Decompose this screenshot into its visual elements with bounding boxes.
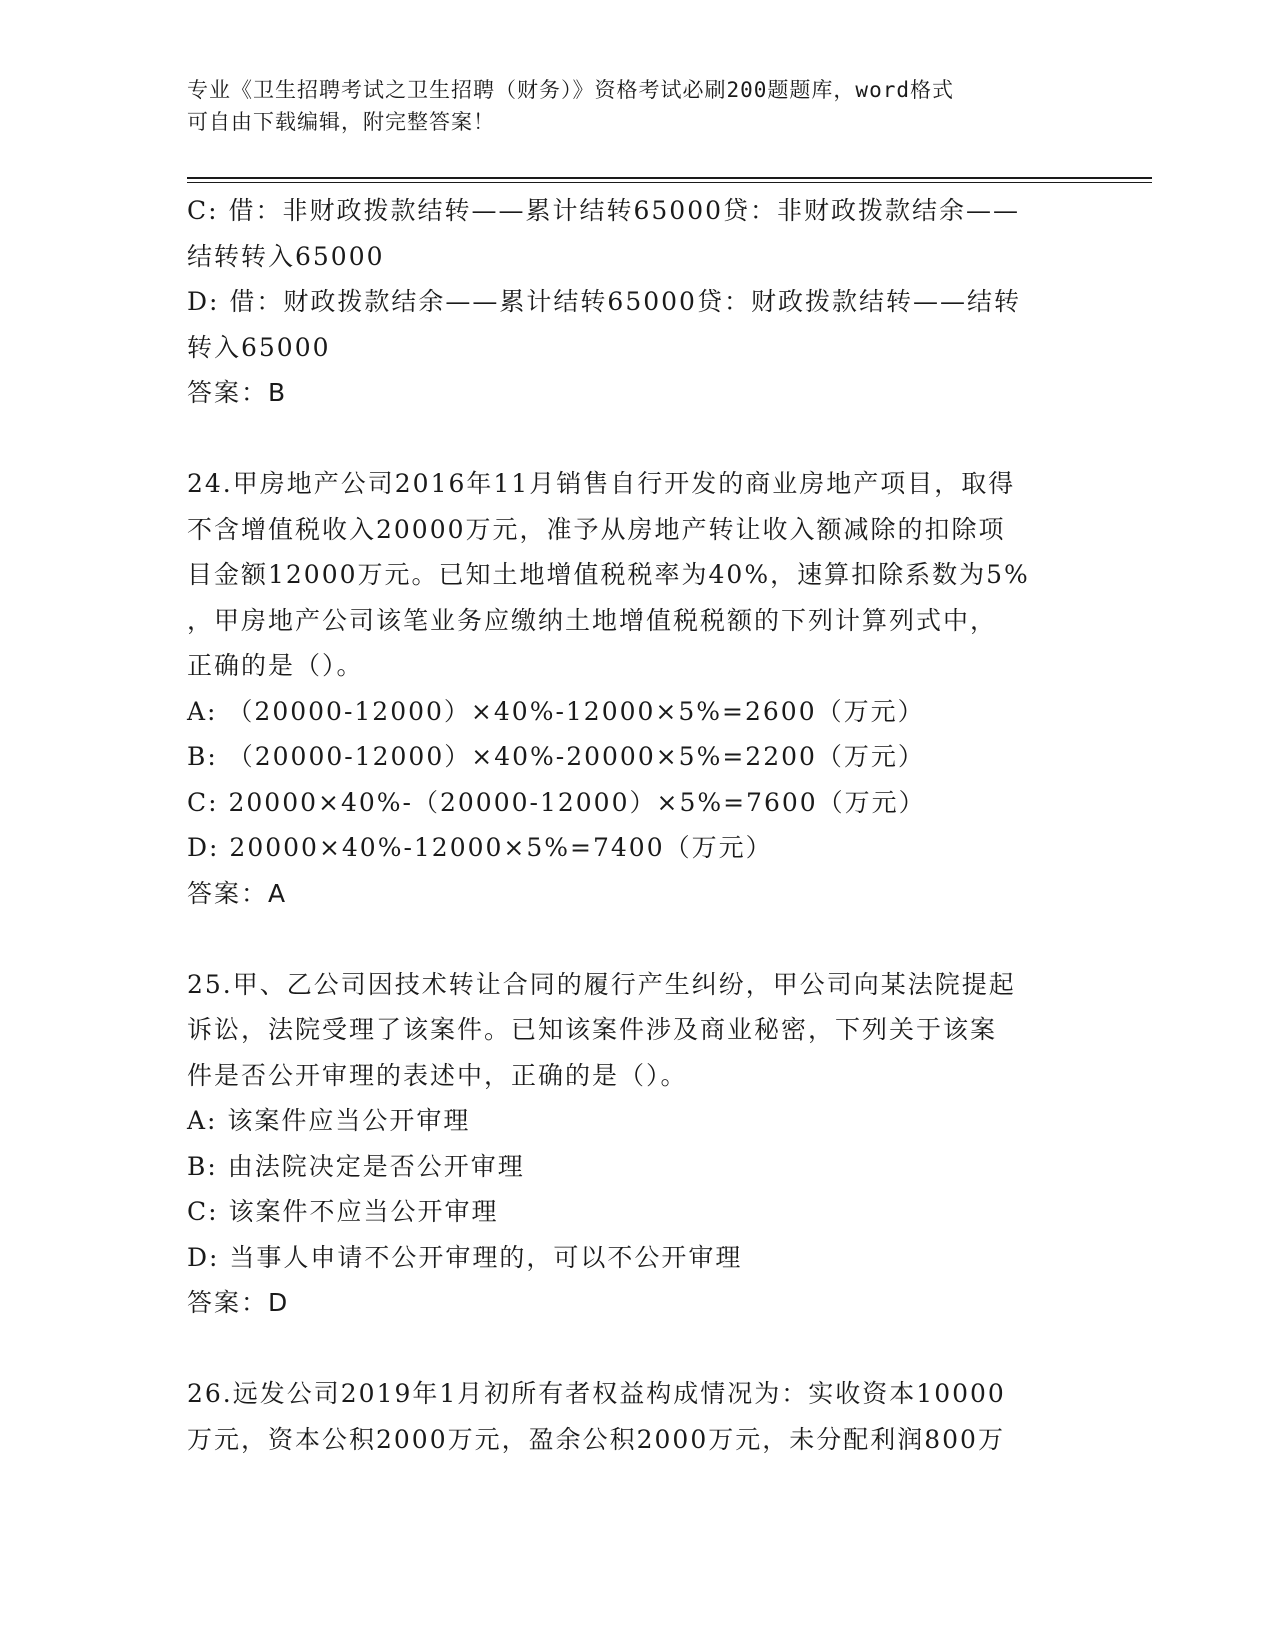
question-26 <box>187 1371 1087 1462</box>
header-title-line-1: 专业《卫生招聘考试之卫生招聘（财务）》资格考试必刷200题题库，word格式 <box>187 78 954 102</box>
spacer <box>187 416 1087 462</box>
option-d-line-1: D: 借：财政拨款结余——累计结转65000贷：财政拨款结转——结转 <box>187 287 1021 316</box>
question-stem-line-2: 万元，资本公积2000万元，盈余公积2000万元，未分配利润800万 <box>187 1424 1005 1454</box>
answer-line: 答案：D <box>187 1288 290 1317</box>
option-c: C: 该案件不应当公开审理 <box>187 1197 499 1226</box>
option-d: D: 当事人申请不公开审理的，可以不公开审理 <box>187 1242 743 1272</box>
spacer <box>187 1326 1087 1372</box>
document-header <box>187 74 1067 138</box>
option-b: B: 由法院决定是否公开审理 <box>187 1151 525 1181</box>
option-c-line-1: C: 借：非财政拨款结转——累计结转65000贷：非财政拨款结余—— <box>187 196 1021 225</box>
option-a: A: 该案件应当公开审理 <box>187 1106 471 1135</box>
question-23-continuation <box>187 188 1087 416</box>
question-stem-line-4: ，甲房地产公司该笔业务应缴纳土地增值税税额的下列计算列式中， <box>187 605 998 635</box>
option-d: D: 20000×40%-12000×5%=7400（万元） <box>187 833 773 862</box>
question-stem-line-1: 25.甲、乙公司因技术转让合同的履行产生纠纷，甲公司向某法院提起 <box>187 969 1016 999</box>
answer-line: 答案：B <box>187 378 288 407</box>
question-stem-line-1: 26.远发公司2019年1月初所有者权益构成情况为：实收资本10000 <box>187 1379 1006 1408</box>
header-divider-thin <box>187 182 1152 183</box>
option-a: A: （20000-12000）×40%-12000×5%=2600（万元） <box>187 696 925 726</box>
question-stem-line-3: 目金额12000万元。已知土地增值税税率为40%，速算扣除系数为5% <box>187 560 1030 589</box>
option-c-line-2: 结转转入65000 <box>187 241 385 271</box>
question-stem-line-2: 不含增值税收入20000万元，准予从房地产转让收入额减除的扣除项 <box>187 514 1006 544</box>
question-stem-line-1: 24.甲房地产公司2016年11月销售自行开发的商业房地产项目，取得 <box>187 469 1016 498</box>
question-stem-line-2: 诉讼，法院受理了该案件。已知该案件涉及商业秘密，下列关于该案 <box>187 1015 998 1044</box>
document-body <box>187 188 1087 1462</box>
question-stem-line-3: 件是否公开审理的表述中，正确的是（）。 <box>187 1060 688 1090</box>
question-stem-line-5: 正确的是（）。 <box>187 651 364 680</box>
question-25 <box>187 962 1087 1326</box>
option-d-line-2: 转入65000 <box>187 332 331 362</box>
answer-line: 答案：A <box>187 878 288 908</box>
question-24 <box>187 461 1087 916</box>
option-b: B: （20000-12000）×40%-20000×5%=2200（万元） <box>187 742 925 771</box>
header-divider-thick <box>187 177 1152 179</box>
spacer <box>187 916 1087 962</box>
option-c: C: 20000×40%-（20000-12000）×5%=7600（万元） <box>187 787 926 817</box>
header-title-line-2: 可自由下载编辑，附完整答案！ <box>187 110 495 134</box>
